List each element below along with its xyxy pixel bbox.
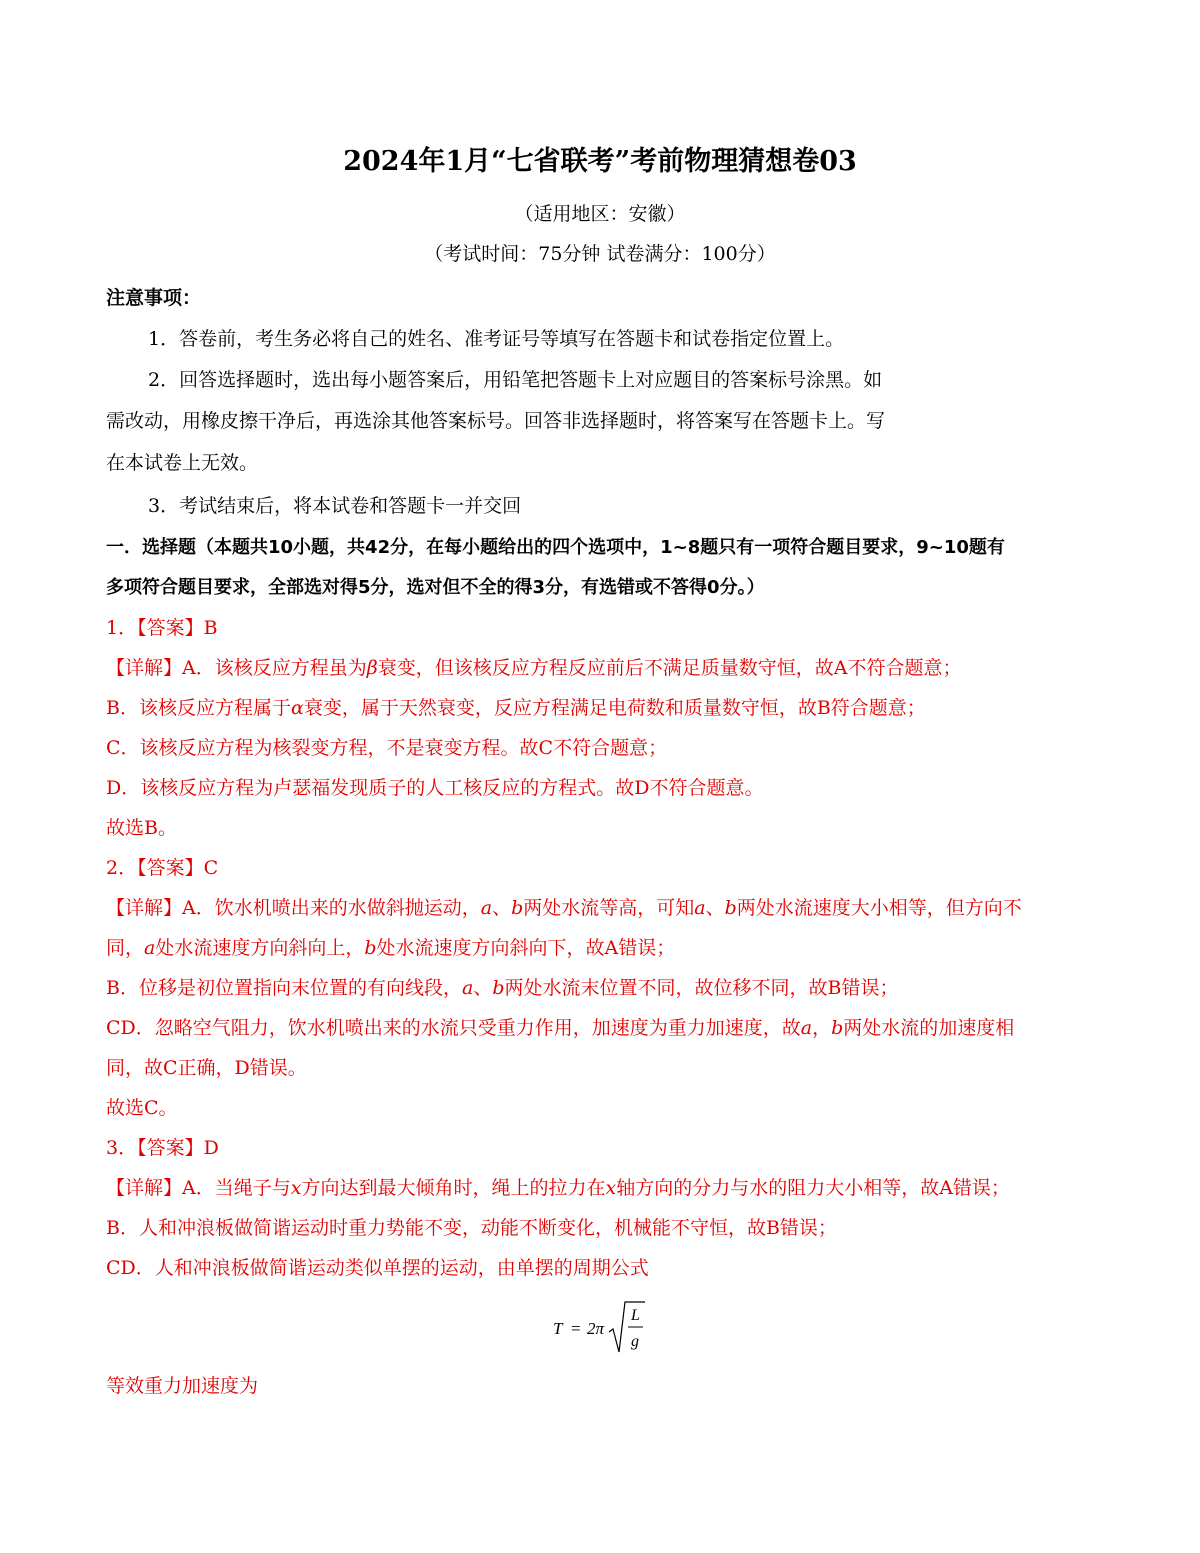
q3-detail-line-1: 【详解】A．当绳子与x方向达到最大倾角时，绳上的拉力在x轴方向的分力与水的阻力大小相等，故A错误； [106,1177,1010,1199]
q1-detail-d: D．该核反应方程为卢瑟福发现质子的人工核反应的方程式。故D不符合题意。 [106,777,764,799]
q3-detail-line-3: CD．人和冲浪板做简谐运动类似单摆的运动，由单摆的周期公式 [106,1257,649,1279]
q1-conclusion: 故选B。 [106,817,177,839]
q1-detail-c: C．该核反应方程为核裂变方程，不是衰变方程。故C不符合题意； [106,737,668,759]
page-title: 2024年1月“七省联考”考前物理猜想卷03 [343,146,857,177]
exam-info: （考试时间：75分钟 试卷满分：100分） [424,243,776,265]
q2-detail-line-5: 同，故C正确，D错误。 [106,1057,307,1079]
q3-detail-line-2: B．人和冲浪板做简谐运动时重力势能不变，动能不断变化，机械能不守恒，故B错误； [106,1217,837,1239]
section-heading-line-2: 多项符合题目要求，全部选对得5分，选对但不全的得3分，有选错或不答得0分。） [106,577,765,598]
q1-detail-a: 【详解】A．该核反应方程虽为β衰变，但该核反应方程反应前后不满足质量数守恒，故A不符合题意； [106,657,962,679]
notice-item-3: 3．考试结束后，将本试卷和答题卡一并交回 [148,495,522,517]
q3-answer: 3．【答案】D [106,1137,219,1159]
formula-denominator: g [631,1333,639,1350]
q1-detail-b: B．该核反应方程属于α衰变，属于天然衰变，反应方程满足电荷数和质量数守恒，故B符合题意； [106,697,926,719]
formula-T: T [553,1319,563,1338]
notice-item-2-line-1: 2．回答选择题时，选出每小题答案后，用铅笔把答题卡上对应题目的答案标号涂黑。如 [148,369,883,391]
q1-answer: 1．【答案】B [106,617,218,639]
q2-detail-line-3: B．位移是初位置指向末位置的有向线段，a、b两处水流末位置不同，故位移不同，故B错误； [106,977,899,999]
notice-item-1: 1．答卷前，考生务必将自己的姓名、准考证号等填写在答题卡和试卷指定位置上。 [148,328,845,350]
q2-answer: 2．【答案】C [106,857,219,879]
pendulum-period-formula [545,1298,665,1358]
section-heading-line-1: 一．选择题（本题共10小题，共42分，在每小题给出的四个选项中，1~8题只有一项符合题目要求，9~10题有 [106,537,1005,558]
formula-two-pi: 2π [587,1319,605,1338]
notice-heading: 注意事项： [106,287,202,309]
region-note: （适用地区：安徽） [514,203,686,225]
notice-item-2-line-2: 需改动，用橡皮擦干净后，再选涂其他答案标号。回答非选择题时，将答案写在答题卡上。写 [106,410,886,432]
q2-detail-line-1: 【详解】A．饮水机喷出来的水做斜抛运动，a、b两处水流等高，可知a、b两处水流速度大小相等，但方向不 [106,897,1022,919]
q2-detail-line-4: CD．忽略空气阻力，饮水机喷出来的水流只受重力作用，加速度为重力加速度，故a，b两处水流的加速度相 [106,1017,1015,1039]
formula-equals: = [571,1319,581,1338]
q2-detail-line-2: 同，a处水流速度方向斜向上，b处水流速度方向斜向下，故A错误； [106,937,676,959]
q3-detail-line-4: 等效重力加速度为 [106,1375,259,1397]
formula-numerator: L [631,1307,640,1324]
notice-item-2-line-3: 在本试卷上无效。 [106,452,259,474]
q2-conclusion: 故选C。 [106,1097,178,1119]
